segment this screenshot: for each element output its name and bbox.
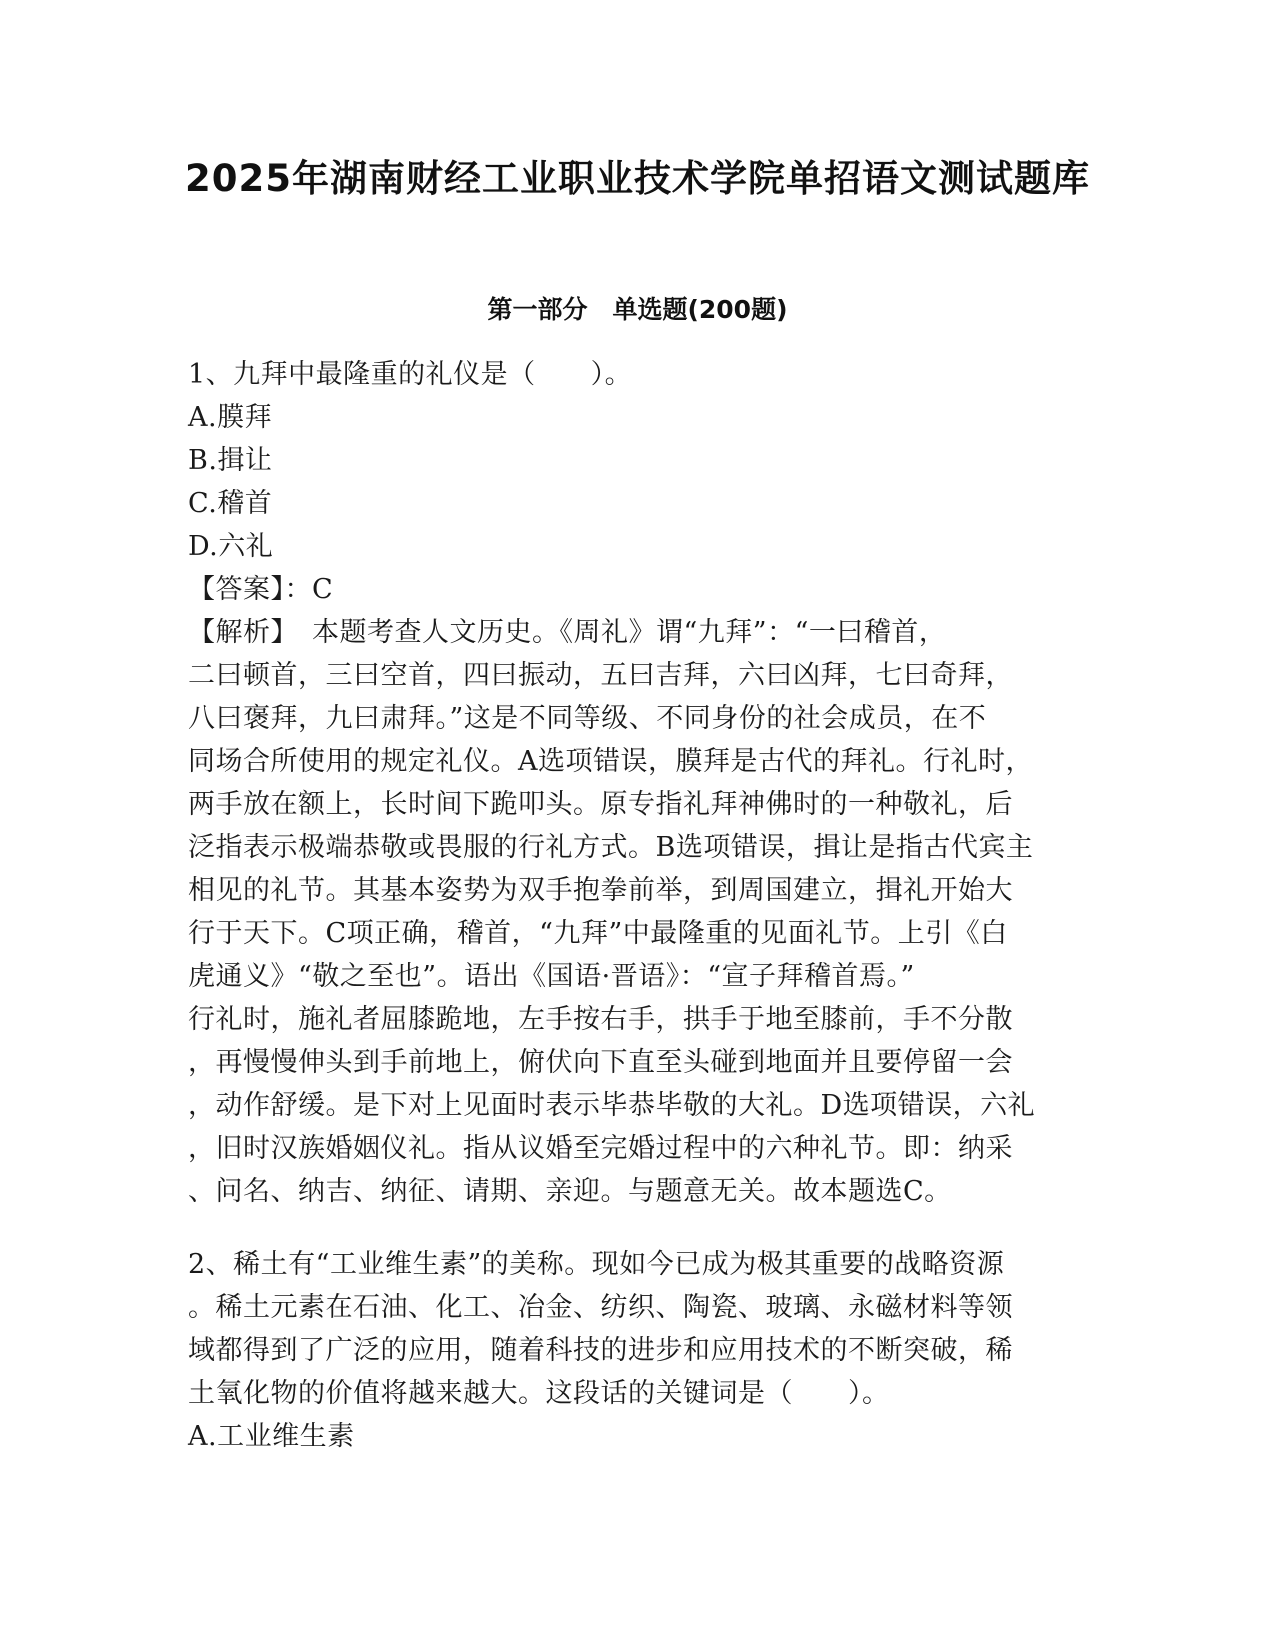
analysis-line: 泛指表示极端恭敬或畏服的行礼方式。B选项错误，揖让是指古代宾主 bbox=[188, 832, 1034, 863]
option-a: A.膜拜 bbox=[188, 402, 273, 433]
analysis-line: 二曰顿首，三曰空首，四曰振动，五曰吉拜，六曰凶拜，七曰奇拜， bbox=[188, 660, 1013, 691]
analysis-line: ，旧时汉族婚姻仪礼。指从议婚至完婚过程中的六种礼节。即：纳采 bbox=[188, 1133, 1013, 1164]
analysis-line: 行于天下。C项正确，稽首，“九拜”中最隆重的见面礼节。上引《白 bbox=[188, 918, 1008, 949]
question-text: 域都得到了广泛的应用，随着科技的进步和应用技术的不断突破，稀 bbox=[188, 1335, 1013, 1366]
analysis-line: 虎通义》“敬之至也”。语出《国语·晋语》：“宣子拜稽首焉。” bbox=[188, 961, 915, 992]
analysis-line: 相见的礼节。其基本姿势为双手抱拳前举，到周国建立，揖礼开始大 bbox=[188, 875, 1013, 906]
question-1 bbox=[188, 353, 1088, 1213]
analysis-line: 同场合所使用的规定礼仪。A选项错误，膜拜是古代的拜礼。行礼时， bbox=[188, 746, 1033, 777]
document-title: 2025年湖南财经工业职业技术学院单招语文测试题库 bbox=[185, 157, 1090, 200]
option-d: D.六礼 bbox=[188, 531, 274, 562]
question-2 bbox=[188, 1243, 1088, 1458]
answer-line: 【答案】：C bbox=[188, 574, 334, 605]
analysis-line: 八曰褒拜，九曰肃拜。”这是不同等级、不同身份的社会成员，在不 bbox=[188, 703, 987, 734]
analysis-line: 【解析】 本题考查人文历史。《周礼》谓“九拜”：“一曰稽首， bbox=[188, 617, 947, 648]
section-heading: 第一部分 单选题(200题) bbox=[487, 295, 788, 324]
option-c: C.稽首 bbox=[188, 488, 273, 519]
option-a: A.工业维生素 bbox=[188, 1421, 355, 1452]
analysis-line: 两手放在额上，长时间下跪叩头。原专指礼拜神佛时的一种敬礼，后 bbox=[188, 789, 1013, 820]
question-text: 。稀土元素在石油、化工、冶金、纺织、陶瓷、玻璃、永磁材料等领 bbox=[188, 1292, 1013, 1323]
analysis-line: ，再慢慢伸头到手前地上，俯伏向下直至头碰到地面并且要停留一会 bbox=[188, 1047, 1013, 1078]
option-b: B.揖让 bbox=[188, 445, 273, 476]
question-text: 1、九拜中最隆重的礼仪是（ ）。 bbox=[188, 359, 633, 390]
question-text: 土氧化物的价值将越来越大。这段话的关键词是（ ）。 bbox=[188, 1378, 890, 1409]
analysis-line: 、问名、纳吉、纳征、请期、亲迎。与题意无关。故本题选C。 bbox=[188, 1176, 952, 1207]
analysis-line: 行礼时，施礼者屈膝跪地，左手按右手，拱手于地至膝前，手不分散 bbox=[188, 1004, 1013, 1035]
analysis-line: ，动作舒缓。是下对上见面时表示毕恭毕敬的大礼。D选项错误，六礼 bbox=[188, 1090, 1036, 1121]
question-text: 2、稀土有“工业维生素”的美称。现如今已成为极其重要的战略资源 bbox=[188, 1249, 1005, 1280]
